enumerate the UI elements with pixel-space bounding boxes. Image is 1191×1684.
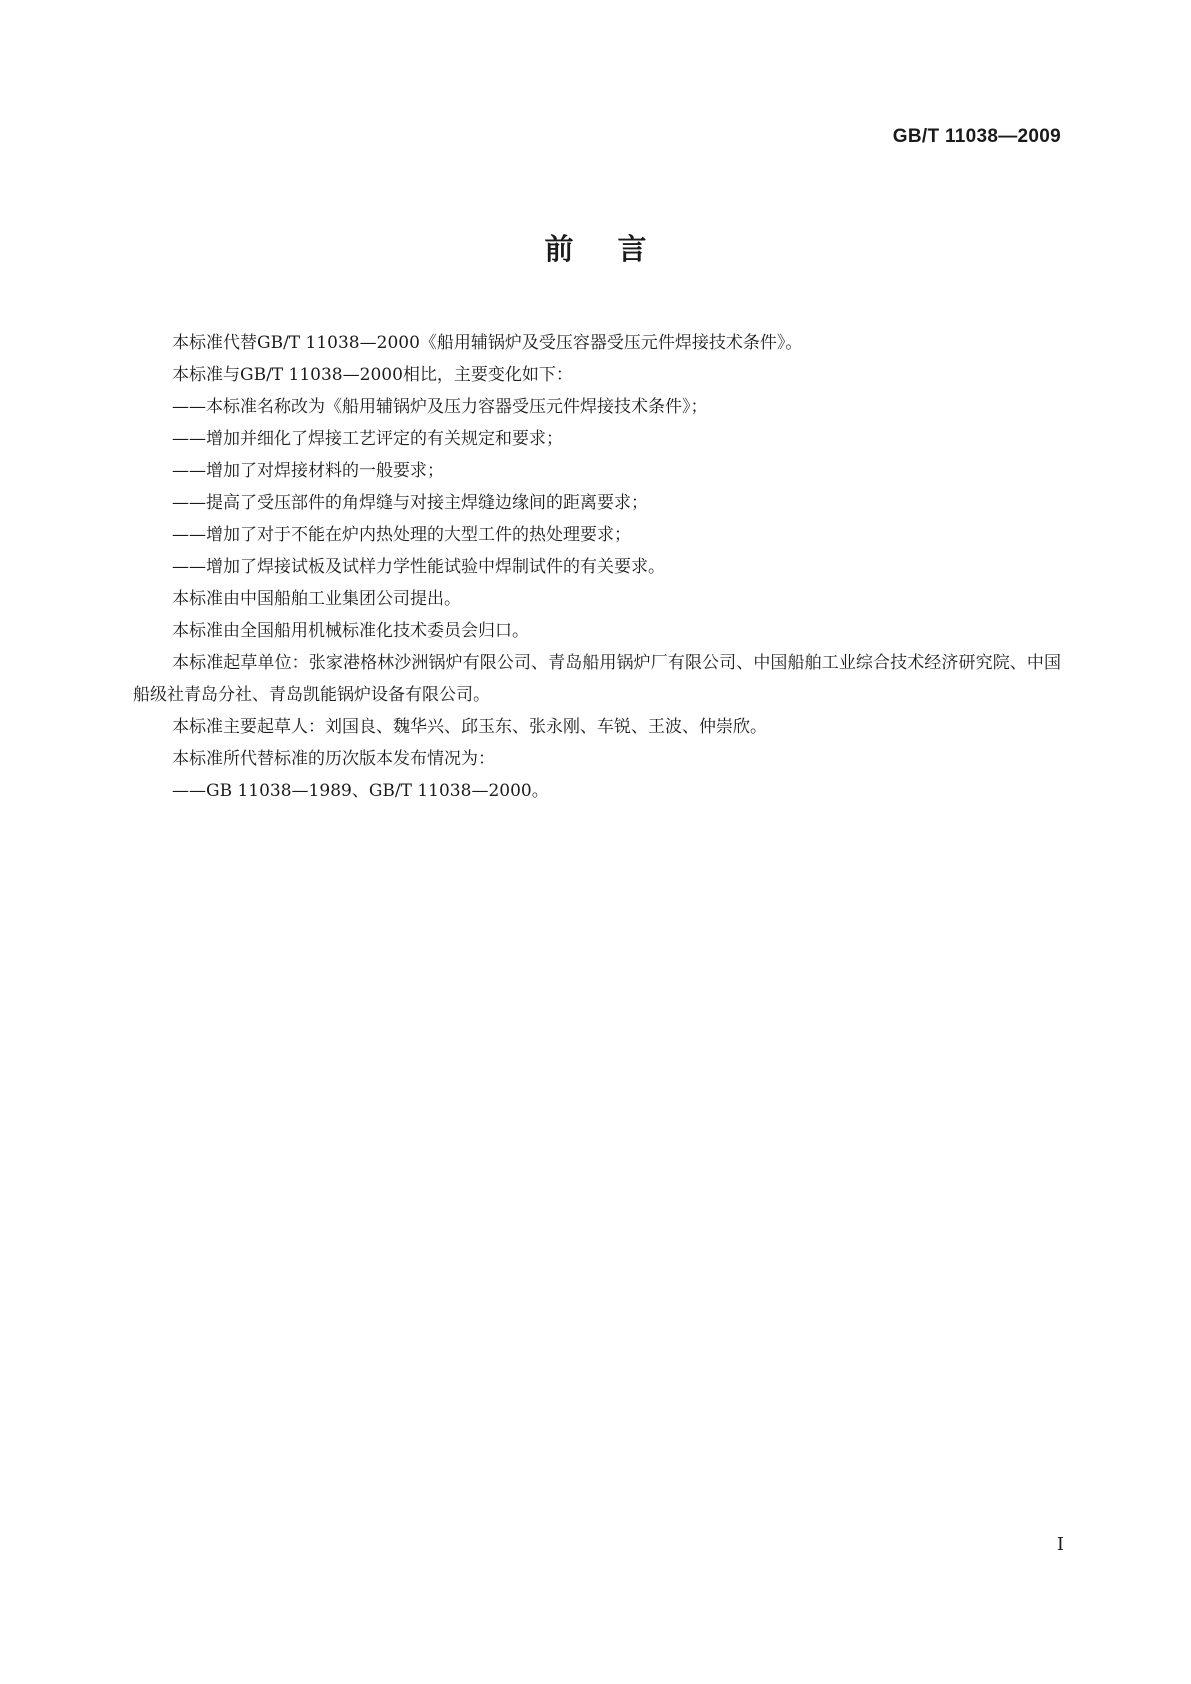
document-body (133, 327, 1061, 807)
paragraph-proposed-by: 本标准由中国船舶工业集团公司提出。 (172, 589, 461, 609)
paragraph-managed-by: 本标准由全国船用机械标准化技术委员会归口。 (172, 621, 529, 641)
page-title: 前言 (544, 232, 691, 266)
paragraph-drafters: 本标准主要起草人：刘国良、魏华兴、邱玉东、张永刚、车锐、王波、仲崇欣。 (172, 717, 767, 737)
change-item: ——本标准名称改为《船用辅锅炉及压力容器受压元件焊接技术条件》； (172, 397, 708, 417)
paragraph-replaces: 本标准代替GB/T 11038—2000《船用辅锅炉及受压容器受压元件焊接技术条件》。 (172, 333, 803, 353)
history-item: ——GB 11038—1989、GB/T 11038—2000。 (172, 781, 549, 801)
paragraph-history-intro: 本标准所代替标准的历次版本发布情况为： (172, 749, 495, 769)
paragraph-changes-intro: 本标准与GB/T 11038—2000相比，主要变化如下： (172, 365, 573, 385)
change-item: ——增加了对于不能在炉内热处理的大型工件的热处理要求； (172, 525, 631, 545)
change-item: ——提高了受压部件的角焊缝与对接主焊缝边缘间的距离要求； (172, 493, 648, 513)
page-number: I (1056, 1534, 1064, 1555)
paragraph-drafting-units: 本标准起草单位：张家港格林沙洲锅炉有限公司、青岛船用锅炉厂有限公司、中国船舶工业综合技术经济研究院、中国船级社青岛分社、青岛凯能锅炉设备有限公司。 (133, 653, 1061, 705)
change-item: ——增加了对焊接材料的一般要求； (172, 461, 444, 481)
standard-number: GB/T 11038—2009 (892, 126, 1061, 147)
change-item: ——增加了焊接试板及试样力学性能试验中焊制试件的有关要求。 (172, 557, 665, 577)
change-item: ——增加并细化了焊接工艺评定的有关规定和要求； (172, 429, 563, 449)
